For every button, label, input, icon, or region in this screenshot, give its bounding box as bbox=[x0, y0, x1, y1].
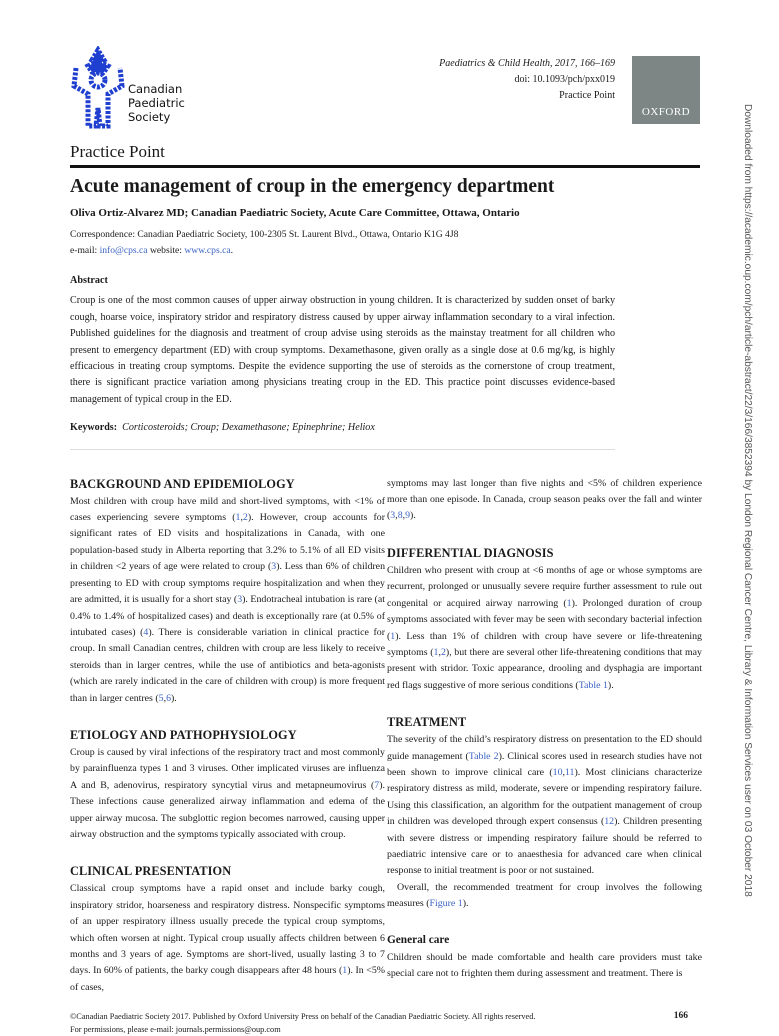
copyright: ©Canadian Paediatric Society 2017. Published by Oxford University Press on behalf of the Canadian Paediatric Society. All rights reserved. bbox=[70, 1012, 536, 1022]
section-treatment bbox=[387, 714, 702, 912]
page-footer bbox=[70, 1010, 700, 1036]
logo-line: Society bbox=[128, 110, 171, 124]
paragraph bbox=[387, 563, 702, 694]
section-clinical-continued bbox=[387, 476, 702, 525]
text-run: Children should be made comfortable and health care providers must take special care not to frighten them during assessment and treatment. There is bbox=[387, 951, 702, 979]
punctuation: . bbox=[230, 245, 234, 256]
footer bbox=[70, 1010, 535, 1036]
logo-line: Canadian bbox=[128, 82, 183, 96]
text-run: ). Endotracheal intubation is rare (at 0.4% to 1.4% of hospitalized cases) and death is exceptionally rare (at 0.5% of intubated cases) ( bbox=[70, 594, 385, 638]
two-column-body bbox=[70, 476, 702, 997]
paragraph bbox=[387, 950, 702, 983]
text-run: Most children with croup have mild and short-lived symptoms, with <1% of cases experiencing severe symptoms ( bbox=[70, 495, 385, 524]
text-run: , bbox=[438, 646, 441, 658]
reference-link[interactable]: 11 bbox=[564, 766, 575, 778]
oxford-logo: OXFORD bbox=[632, 56, 700, 124]
reference-link[interactable]: 3 bbox=[237, 594, 243, 606]
reference-link[interactable]: 1 bbox=[390, 630, 396, 642]
text-run: Classical croup symptoms have a rapid onset and include barky cough, inspiratory stridor, hoarseness and respiratory distress. Nonspecific symptoms of an upper respiratory illness usually precede the typical croup symptoms, which often worsen at night. Typical croup usually affects children between 6 months and 3 years of age. Symptoms are short-lived, usually lasting 3 to 7 days. In 60% of patients, the barky cough disappears after 48 hours ( bbox=[70, 883, 385, 977]
doi: doi: 10.1093/pch/pxx019 bbox=[514, 74, 615, 85]
section-label: Practice Point bbox=[70, 142, 165, 161]
text-run: Children who present with croup at <6 months of age or whose symptoms are recurrent, prolonged or unusually severe require further assessment to rule out congenital or acquired airway narrowing ( bbox=[387, 564, 702, 609]
text-run: ). However, croup accounts for significant rates of ED visits and hospitalizations in Canada, with one population-based study in Alberta reporting that 3.2% to 5.1% of all ED visits in children <2 years of age were related to croup ( bbox=[70, 512, 385, 573]
text-run: symptoms may last longer than five nights and <5% of children experience more than one episode. In Canada, croup season peaks over the fall and winter ( bbox=[387, 477, 702, 522]
divider bbox=[70, 165, 700, 168]
text-run: ). bbox=[171, 692, 177, 704]
reference-link[interactable]: 3 bbox=[271, 561, 277, 573]
right-column bbox=[387, 476, 702, 983]
correspondence-address: Correspondence: Canadian Paediatric Society, 100-2305 St. Laurent Blvd., Ottawa, Ontario K1G 4J8 bbox=[70, 229, 459, 240]
text-run: ), but there are several other life-threatening conditions that may present with stridor. Toxic appearance, drooling and dysphagia are important red flags suggestive of more serious conditions ( bbox=[387, 646, 702, 691]
paragraph bbox=[70, 494, 385, 707]
authors: Oliva Ortiz-Alvarez MD; Canadian Paediatric Society, Acute Care Committee, Ottawa, Ontario bbox=[70, 207, 520, 219]
text-run: ). bbox=[410, 510, 416, 522]
section-heading: BACKGROUND AND EPIDEMIOLOGY bbox=[70, 476, 295, 491]
website-label: website: bbox=[147, 245, 185, 256]
text-run: ). There is considerable variation in clinical practice for croup. In small Canadian centres, children with croup are less likely to receive steroids than in larger centres, while the use of antibiotics and beta-agonists (which are rarely indicated in the care of children with croup) is more frequent than in larger centres ( bbox=[70, 626, 385, 704]
left-column bbox=[70, 476, 385, 997]
paragraph bbox=[387, 880, 702, 913]
section-text bbox=[387, 476, 702, 525]
section-text bbox=[70, 745, 385, 843]
email-link[interactable]: info@cps.ca bbox=[99, 245, 148, 256]
text-run: ). In <5% of cases, bbox=[70, 965, 385, 993]
journal-info bbox=[439, 56, 615, 104]
permissions: For permissions, please e-mail: journals.permissions@oup.com bbox=[70, 1025, 281, 1035]
section-text bbox=[387, 950, 702, 983]
abstract-text: Croup is one of the most common causes of upper airway obstruction in young children. It is characterized by sudden onset of barky cough, hoarse voice, inspiratory stridor and respiratory distress caused by upper airway inflammation secondary to a viral infection. Published guidelines for the diagnosis and treatment of croup advise using steroids as the mainstay treatment for all children who present to emergency department (ED) with croup symptoms. Dexamethasone, given orally as a single dose at 0.6 mg/kg, is highly efficacious in treating croup symptoms. Despite the evidence supporting the use of steroids as the cornerstone of croup treatment, there is significant practice variation among physicians treating croup in the ED. This practice point discusses evidence-based management of typical croup in the ED. bbox=[70, 295, 615, 405]
reference-link[interactable]: 9 bbox=[405, 510, 411, 522]
section-heading: ETIOLOGY AND PATHOPHYSIOLOGY bbox=[70, 727, 297, 742]
reference-link[interactable]: 1 bbox=[235, 512, 241, 524]
paragraph bbox=[387, 732, 702, 880]
article-type: Practice Point bbox=[559, 90, 615, 101]
text-run: ). Less than 6% of children presenting to ED with croup symptoms require hospitalization and when they are admitted, it is usually for a short stay ( bbox=[70, 561, 386, 606]
section-heading: TREATMENT bbox=[387, 715, 467, 730]
text-run: Overall, the recommended treatment for croup involves the following measures ( bbox=[387, 881, 702, 910]
text-run: , bbox=[240, 512, 243, 524]
abstract bbox=[70, 273, 615, 437]
logo-line: Paediatric bbox=[128, 96, 185, 110]
section-background bbox=[70, 476, 385, 707]
paragraph bbox=[70, 881, 385, 996]
text-run: ). Most clinicians characterize respiratory distress as mild, moderate, severe or impending respiratory failure. Using this classification, an algorithm for the outpatient management of croup in children was developed through expert consensus ( bbox=[387, 766, 702, 828]
section-heading: DIFFERENTIAL DIAGNOSIS bbox=[387, 545, 554, 560]
reference-link[interactable]: 5 bbox=[158, 692, 164, 704]
reference-link[interactable]: 7 bbox=[374, 779, 380, 791]
reference-link[interactable]: 12 bbox=[604, 816, 615, 828]
maple-leaf-child-icon bbox=[70, 46, 126, 130]
logo-text bbox=[128, 82, 185, 124]
article-body bbox=[70, 141, 702, 1036]
section-heading: CLINICAL PRESENTATION bbox=[70, 864, 232, 879]
contact-line bbox=[70, 243, 702, 259]
text-run: ). bbox=[462, 898, 469, 910]
keywords-label: Keywords: bbox=[70, 422, 118, 434]
reference-link[interactable]: 6 bbox=[166, 692, 171, 704]
reference-link[interactable]: Table 1 bbox=[578, 679, 608, 691]
reference-link[interactable]: 1 bbox=[566, 597, 572, 609]
paragraph bbox=[387, 476, 702, 525]
section-clinical-presentation bbox=[70, 863, 385, 996]
download-notice: Downloaded from https://academic.oup.com/pch/article-abstract/22/3/166/3852394 by London Regional Cancer Centre, Library & Information Services user on 03 October 2018 bbox=[742, 104, 753, 897]
text-run: ). Children presenting with severe distress or impending respiratory failure should be referred to paediatric intensive care or to anaesthesia for advanced care when clinical response to initial treatment is poor or not sustained. bbox=[387, 816, 702, 877]
text-run: ). Less than 1% of children with croup have severe or life-threatening symptoms ( bbox=[387, 630, 702, 658]
journal-citation bbox=[439, 56, 615, 72]
text-run: , bbox=[395, 510, 398, 522]
reference-link[interactable]: 4 bbox=[143, 626, 149, 638]
section-text bbox=[70, 494, 385, 707]
text-run: ). Prolonged duration of croup symptoms associated with fever may be seen with secondary bacterial infection ( bbox=[387, 597, 702, 642]
section-differential-diagnosis bbox=[387, 545, 702, 694]
section-general-care bbox=[387, 933, 702, 983]
text-run: The severity of the child’s respiratory distress on presentation to the ED should guide management ( bbox=[387, 734, 702, 762]
website-link[interactable]: www.cps.ca bbox=[184, 245, 231, 256]
text-run: , bbox=[402, 510, 406, 522]
reference-link[interactable]: Table 2 bbox=[468, 750, 499, 762]
divider bbox=[70, 449, 615, 450]
text-run: , bbox=[562, 766, 565, 778]
reference-link[interactable]: Figure 1 bbox=[429, 898, 463, 910]
text-run: ). Clinical scores used in research studies have not been shown to improve clinical care ( bbox=[387, 750, 702, 778]
reference-link[interactable]: 1 bbox=[433, 646, 439, 658]
journal-citation-text: Paediatrics & Child Health, 2017, 166–169 bbox=[439, 58, 615, 69]
reference-link[interactable]: 2 bbox=[440, 646, 446, 658]
reference-link[interactable]: 10 bbox=[552, 766, 563, 778]
section-text bbox=[387, 732, 702, 912]
reference-link[interactable]: 2 bbox=[242, 512, 248, 524]
email-label: e-mail: bbox=[70, 245, 100, 256]
reference-link[interactable]: 1 bbox=[342, 965, 348, 977]
reference-link[interactable]: 3 bbox=[390, 510, 396, 522]
paragraph bbox=[70, 745, 385, 843]
article-title: Acute management of croup in the emergency department bbox=[70, 176, 555, 197]
section-text bbox=[387, 563, 702, 694]
section-text bbox=[70, 881, 385, 996]
cps-logo bbox=[70, 46, 210, 130]
text-run: , bbox=[163, 692, 167, 704]
page-number: 166 bbox=[673, 1011, 688, 1022]
text-run: ). bbox=[607, 679, 614, 691]
abstract-heading: Abstract bbox=[70, 275, 108, 286]
reference-link[interactable]: 8 bbox=[397, 510, 403, 522]
keywords-list: Corticosteroids; Croup; Dexamethasone; Epinephrine; Heliox bbox=[122, 422, 375, 434]
correspondence bbox=[70, 227, 702, 259]
keywords bbox=[70, 420, 615, 436]
subsection-heading: General care bbox=[387, 933, 450, 946]
text-run: ). These infections cause generalized airway inflammation and edema of the upper airway mucosa. The subglottic region becomes narrowed, causing upper airway obstruction and the symptoms typically associated with croup. bbox=[70, 779, 385, 840]
text-run: Croup is caused by viral infections of the respiratory tract and most commonly by parainfluenza types 1 and 3 viruses. Other implicated viruses are influenza A and B, adenovirus, respiratory syncytial virus and metapneumovirus ( bbox=[70, 746, 385, 791]
section-etiology bbox=[70, 727, 385, 843]
